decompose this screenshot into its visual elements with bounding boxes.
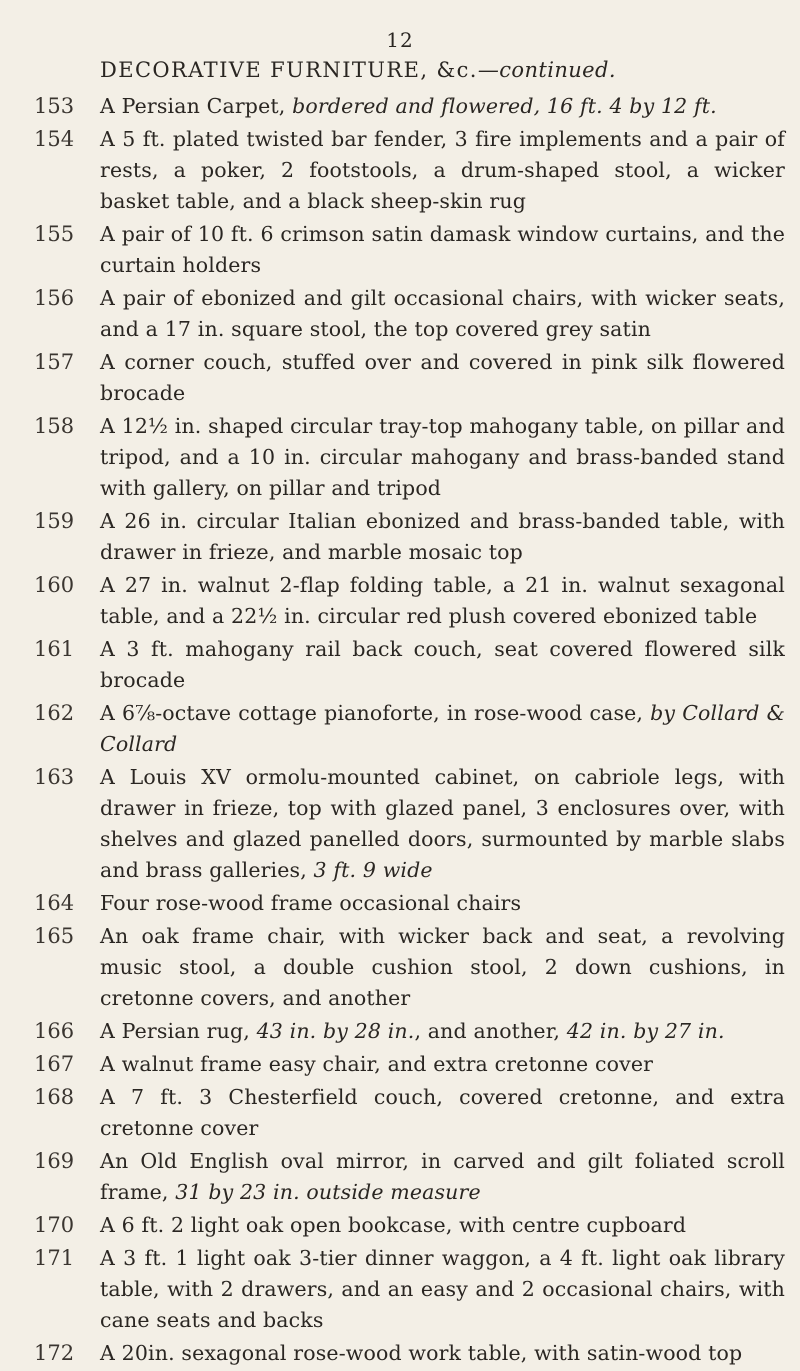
lot-description (100, 1016, 785, 1047)
lot-description (100, 1210, 785, 1241)
lot-description-text: A 6⅞-octave cottage pianoforte, in rose-wood case, (100, 701, 651, 725)
lot-number: 159 (34, 509, 75, 533)
lot-description-text: A 3 ft. mahogany rail back couch, seat covered flowered silk brocade (100, 637, 785, 692)
lot-number: 157 (34, 350, 75, 374)
lot-number: 158 (34, 414, 75, 438)
lot-entry (28, 506, 788, 568)
continued-label: —continued. (477, 58, 616, 82)
lot-description-italic: 42 in. by 27 in. (566, 1019, 725, 1043)
lot-list (28, 91, 788, 1371)
lot-number: 154 (34, 127, 75, 151)
lot-description (100, 921, 785, 1014)
lot-entry (28, 1049, 788, 1080)
lot-entry (28, 1082, 788, 1144)
lot-entry (28, 1338, 788, 1369)
lot-entry (28, 1016, 788, 1047)
section-title: DECORATIVE FURNITURE, &c. (100, 58, 478, 82)
lot-number: 155 (34, 222, 75, 246)
lot-description (100, 570, 785, 632)
lot-number: 166 (34, 1019, 75, 1043)
page-number: 12 (386, 28, 414, 52)
lot-number: 169 (34, 1149, 75, 1173)
lot-entry (28, 570, 788, 632)
lot-entry (28, 124, 788, 217)
lot-description-text: A pair of 10 ft. 6 crimson satin damask window curtains, and the curtain holders (100, 222, 785, 277)
lot-entry (28, 888, 788, 919)
lot-entry (28, 219, 788, 281)
lot-description-text: An Old English oval mirror, in carved and gilt foliated scroll frame, (100, 1149, 785, 1204)
lot-description (100, 219, 785, 281)
lot-entry (28, 283, 788, 345)
lot-entry (28, 1146, 788, 1208)
lot-description (100, 347, 785, 409)
lot-description (100, 634, 785, 696)
lot-description-italic: bordered and flowered, 16 ft. 4 by 12 ft. (292, 94, 717, 118)
lot-description-text: A walnut frame easy chair, and extra cretonne cover (100, 1052, 654, 1076)
lot-number: 172 (34, 1341, 75, 1365)
lot-number: 162 (34, 701, 75, 725)
lot-description (100, 1243, 785, 1336)
lot-description-italic: 31 by 23 in. outside measure (175, 1180, 481, 1204)
lot-description (100, 283, 785, 345)
lot-entry (28, 91, 788, 122)
section-heading (100, 58, 780, 82)
lot-number: 153 (34, 94, 75, 118)
lot-number: 170 (34, 1213, 75, 1237)
lot-description-text: A 27 in. walnut 2-flap folding table, a 21 in. walnut sexagonal table, and a 22½ in. circular red plush covered ebonized table (100, 573, 785, 628)
lot-description (100, 124, 785, 217)
lot-description (100, 1338, 785, 1369)
lot-description-text: A 5 ft. plated twisted bar fender, 3 fire implements and a pair of rests, a poker, 2 footstools, a drum-shaped stool, a wicker basket table, and a black sheep-skin rug (100, 127, 785, 213)
lot-description (100, 506, 785, 568)
lot-description-text: A 3 ft. 1 light oak 3-tier dinner waggon, a 4 ft. light oak library table, with 2 drawers, and an easy and 2 occasional chairs, with cane seats and backs (100, 1246, 785, 1332)
lot-description (100, 888, 785, 919)
lot-description-text: A 7 ft. 3 Chesterfield couch, covered cretonne, and extra cretonne cover (100, 1085, 785, 1140)
lot-description (100, 1082, 785, 1144)
lot-number: 156 (34, 286, 75, 310)
lot-description (100, 762, 785, 886)
lot-entry (28, 634, 788, 696)
lot-description-text: A Louis XV ormolu-mounted cabinet, on cabriole legs, with drawer in frieze, top with glazed panel, 3 enclosures over, with shelves and glazed panelled doors, surmounted by marble slabs and brass galleries, (100, 765, 785, 882)
lot-description-text: A pair of ebonized and gilt occasional chairs, with wicker seats, and a 17 in. square stool, the top covered grey satin (100, 286, 785, 341)
lot-number: 164 (34, 891, 75, 915)
lot-description (100, 411, 785, 504)
lot-number: 160 (34, 573, 75, 597)
lot-number: 165 (34, 924, 75, 948)
lot-description (100, 91, 785, 122)
lot-number: 167 (34, 1052, 75, 1076)
lot-entry (28, 921, 788, 1014)
lot-number: 163 (34, 765, 75, 789)
lot-description (100, 698, 785, 760)
lot-description-text: A 6 ft. 2 light oak open bookcase, with centre cupboard (100, 1213, 687, 1237)
lot-description-text: Four rose-wood frame occasional chairs (100, 891, 522, 915)
lot-description-italic: by Collard & Collard (100, 701, 785, 756)
lot-entry (28, 411, 788, 504)
lot-number: 171 (34, 1246, 75, 1270)
lot-entry (28, 698, 788, 760)
lot-entry (28, 1243, 788, 1336)
lot-description-text: An oak frame chair, with wicker back and seat, a revolving music stool, a double cushion stool, 2 down cushions, in cretonne covers, and another (100, 924, 785, 1010)
lot-number: 168 (34, 1085, 75, 1109)
lot-description-text: , and another, (414, 1019, 567, 1043)
lot-description (100, 1146, 785, 1208)
lot-description-text: A corner couch, stuffed over and covered in pink silk flowered brocade (100, 350, 785, 405)
lot-description-text: A 12½ in. shaped circular tray-top mahogany table, on pillar and tripod, and a 10 in. circular mahogany and brass-banded stand with gallery, on pillar and tripod (100, 414, 785, 500)
lot-number: 161 (34, 637, 75, 661)
lot-description-text: A 20in. sexagonal rose-wood work table, with satin-wood top (100, 1341, 743, 1365)
lot-description-italic: 43 in. by 28 in. (256, 1019, 415, 1043)
lot-description-italic: 3 ft. 9 wide (313, 858, 433, 882)
lot-description (100, 1049, 785, 1080)
lot-entry (28, 762, 788, 886)
lot-description-text: A Persian rug, (100, 1019, 257, 1043)
lot-description-text: A 26 in. circular Italian ebonized and brass-banded table, with drawer in frieze, and marble mosaic top (100, 509, 785, 564)
lot-entry (28, 1210, 788, 1241)
lot-entry (28, 347, 788, 409)
lot-description-text: A Persian Carpet, (100, 94, 293, 118)
